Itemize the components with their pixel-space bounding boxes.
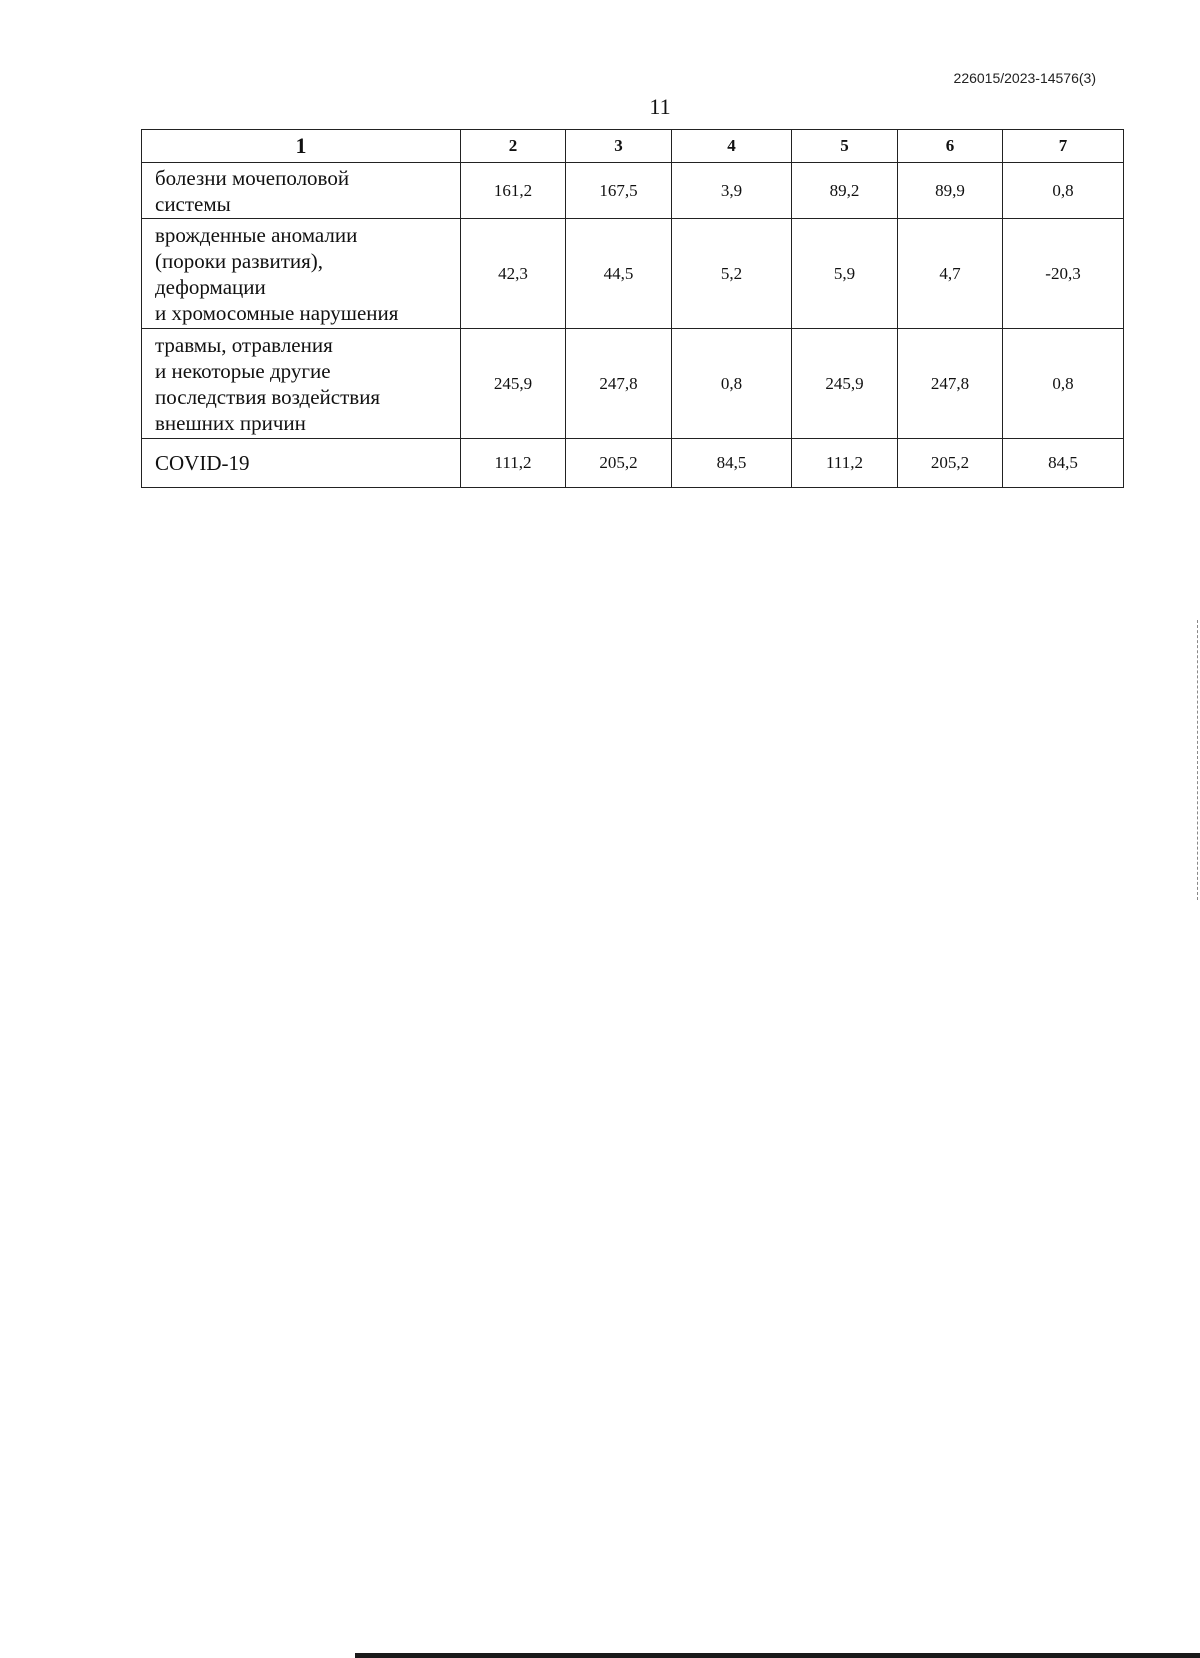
table-cell: 205,2 bbox=[898, 439, 1003, 488]
table-cell: 167,5 bbox=[566, 163, 672, 219]
column-header: 1 bbox=[142, 130, 461, 163]
column-header: 3 bbox=[566, 130, 672, 163]
document-id: 226015/2023-14576(3) bbox=[953, 70, 1096, 86]
table-cell: 247,8 bbox=[566, 329, 672, 439]
table-cell: 5,2 bbox=[672, 219, 792, 329]
table-cell: 89,2 bbox=[792, 163, 898, 219]
table-row bbox=[142, 329, 1124, 439]
scan-edge-artifact bbox=[1196, 620, 1198, 900]
column-header: 5 bbox=[792, 130, 898, 163]
column-header: 4 bbox=[672, 130, 792, 163]
table-cell: 205,2 bbox=[566, 439, 672, 488]
table-cell: 44,5 bbox=[566, 219, 672, 329]
table-cell: 0,8 bbox=[1003, 329, 1124, 439]
table-cell: 0,8 bbox=[1003, 163, 1124, 219]
table-cell: 247,8 bbox=[898, 329, 1003, 439]
scan-bottom-rule bbox=[355, 1653, 1200, 1658]
table-row bbox=[142, 163, 1124, 219]
table-cell: 161,2 bbox=[461, 163, 566, 219]
page-number: 11 bbox=[649, 94, 671, 119]
table-cell: 0,8 bbox=[672, 329, 792, 439]
table-cell: -20,3 bbox=[1003, 219, 1124, 329]
table-header-row bbox=[142, 130, 1124, 163]
column-header: 6 bbox=[898, 130, 1003, 163]
table-cell: 5,9 bbox=[792, 219, 898, 329]
table-cell: 4,7 bbox=[898, 219, 1003, 329]
table-row bbox=[142, 439, 1124, 488]
table-cell: 111,2 bbox=[792, 439, 898, 488]
row-label: травмы, отравления и некоторые другие последствия воздействия внешних причин bbox=[142, 329, 461, 439]
table-cell: 84,5 bbox=[672, 439, 792, 488]
row-label: врожденные аномалии (пороки развития), деформации и хромосомные нарушения bbox=[142, 219, 461, 329]
table-cell: 245,9 bbox=[461, 329, 566, 439]
column-header: 2 bbox=[461, 130, 566, 163]
row-label: болезни мочеполовой системы bbox=[142, 163, 461, 219]
table-row bbox=[142, 219, 1124, 329]
table-cell: 84,5 bbox=[1003, 439, 1124, 488]
row-label: COVID-19 bbox=[142, 439, 461, 488]
table-cell: 111,2 bbox=[461, 439, 566, 488]
statistics-table bbox=[141, 129, 1124, 488]
table-cell: 245,9 bbox=[792, 329, 898, 439]
table-cell: 42,3 bbox=[461, 219, 566, 329]
table-cell: 89,9 bbox=[898, 163, 1003, 219]
column-header: 7 bbox=[1003, 130, 1124, 163]
table-cell: 3,9 bbox=[672, 163, 792, 219]
